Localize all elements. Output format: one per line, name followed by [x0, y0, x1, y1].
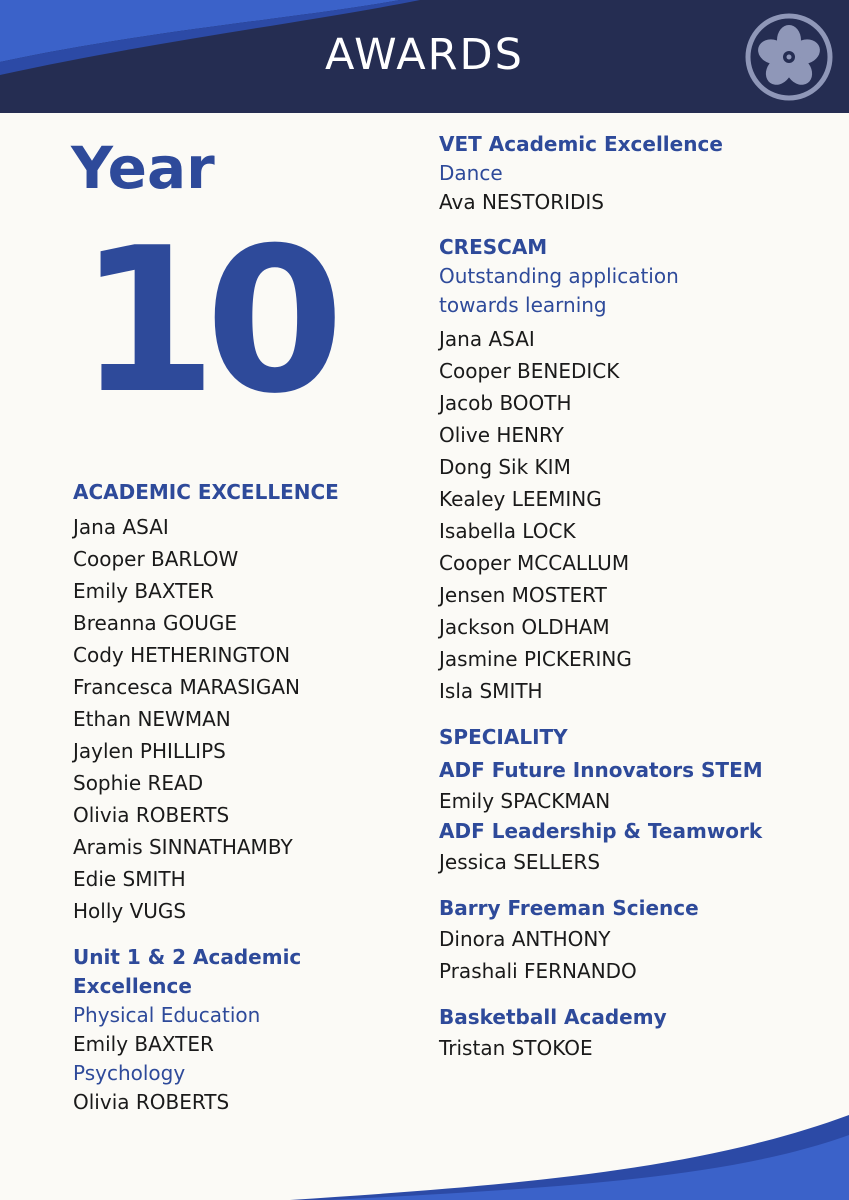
list-item: Emily BAXTER [73, 1032, 214, 1056]
list-item: Cooper BENEDICK [439, 359, 620, 383]
list-item: Cooper BARLOW [73, 547, 239, 571]
list-item: Dong Sik KIM [439, 455, 571, 479]
header-banner [0, 0, 849, 113]
list-item: Dinora ANTHONY [439, 927, 611, 951]
page-title: AWARDS [325, 30, 524, 80]
list-item: Emily BAXTER [73, 579, 214, 603]
unit12-heading-line2: Excellence [73, 974, 192, 998]
crescam-sub-line1: Outstanding application [439, 264, 679, 288]
list-item: Breanna GOUGE [73, 611, 238, 635]
list-item: Isabella LOCK [439, 519, 576, 543]
unit12-heading-line1: Unit 1 & 2 Academic [73, 945, 302, 969]
right-column [439, 130, 799, 1064]
list-item: Holly VUGS [73, 899, 187, 923]
footer-wave [0, 1100, 849, 1200]
speciality-heading: SPECIALITY [439, 725, 568, 749]
list-item: Jasmine PICKERING [439, 647, 632, 671]
list-item: Cooper MCCALLUM [439, 551, 630, 575]
list-item: Cody HETHERINGTON [73, 643, 291, 667]
list-item: Olive HENRY [439, 423, 564, 447]
unit12-subject-psychology: Psychology [73, 1061, 186, 1085]
list-item: Aramis SINNATHAMBY [73, 835, 293, 859]
list-item: Jensen MOSTERT [439, 583, 607, 607]
list-item: Jessica SELLERS [439, 850, 601, 874]
year-number: 10 [78, 205, 333, 438]
crescam-heading: CRESCAM [439, 235, 548, 259]
flower-emblem-icon [744, 12, 834, 102]
list-item: Francesca MARASIGAN [73, 675, 300, 699]
left-column [73, 478, 433, 1117]
list-item: Ethan NEWMAN [73, 707, 231, 731]
list-item: Edie SMITH [73, 867, 186, 891]
basketball-heading: Basketball Academy [439, 1005, 667, 1029]
list-item: Jana ASAI [73, 515, 169, 539]
list-item: Olivia ROBERTS [73, 1090, 230, 1114]
crescam-sub-line2: towards learning [439, 293, 607, 317]
adf-leadership-heading: ADF Leadership & Teamwork [439, 819, 763, 843]
list-item: Prashali FERNANDO [439, 959, 637, 983]
list-item: Jaylen PHILLIPS [73, 739, 226, 763]
list-item: Jacob BOOTH [439, 391, 572, 415]
year-label: Year [71, 134, 215, 202]
list-item: Ava NESTORIDIS [439, 190, 604, 214]
vet-heading: VET Academic Excellence [439, 132, 723, 156]
academic-excellence-heading: ACADEMIC EXCELLENCE [73, 480, 339, 504]
list-item: Emily SPACKMAN [439, 789, 611, 813]
list-item: Sophie READ [73, 771, 204, 795]
list-item: Olivia ROBERTS [73, 803, 230, 827]
unit12-subject-pe: Physical Education [73, 1003, 261, 1027]
vet-subject: Dance [439, 161, 503, 185]
list-item: Kealey LEEMING [439, 487, 602, 511]
adf-stem-heading: ADF Future Innovators STEM [439, 758, 763, 782]
list-item: Tristan STOKOE [439, 1036, 593, 1060]
barry-freeman-heading: Barry Freeman Science [439, 896, 699, 920]
list-item: Jackson OLDHAM [439, 615, 610, 639]
list-item: Jana ASAI [439, 327, 535, 351]
list-item: Isla SMITH [439, 679, 543, 703]
